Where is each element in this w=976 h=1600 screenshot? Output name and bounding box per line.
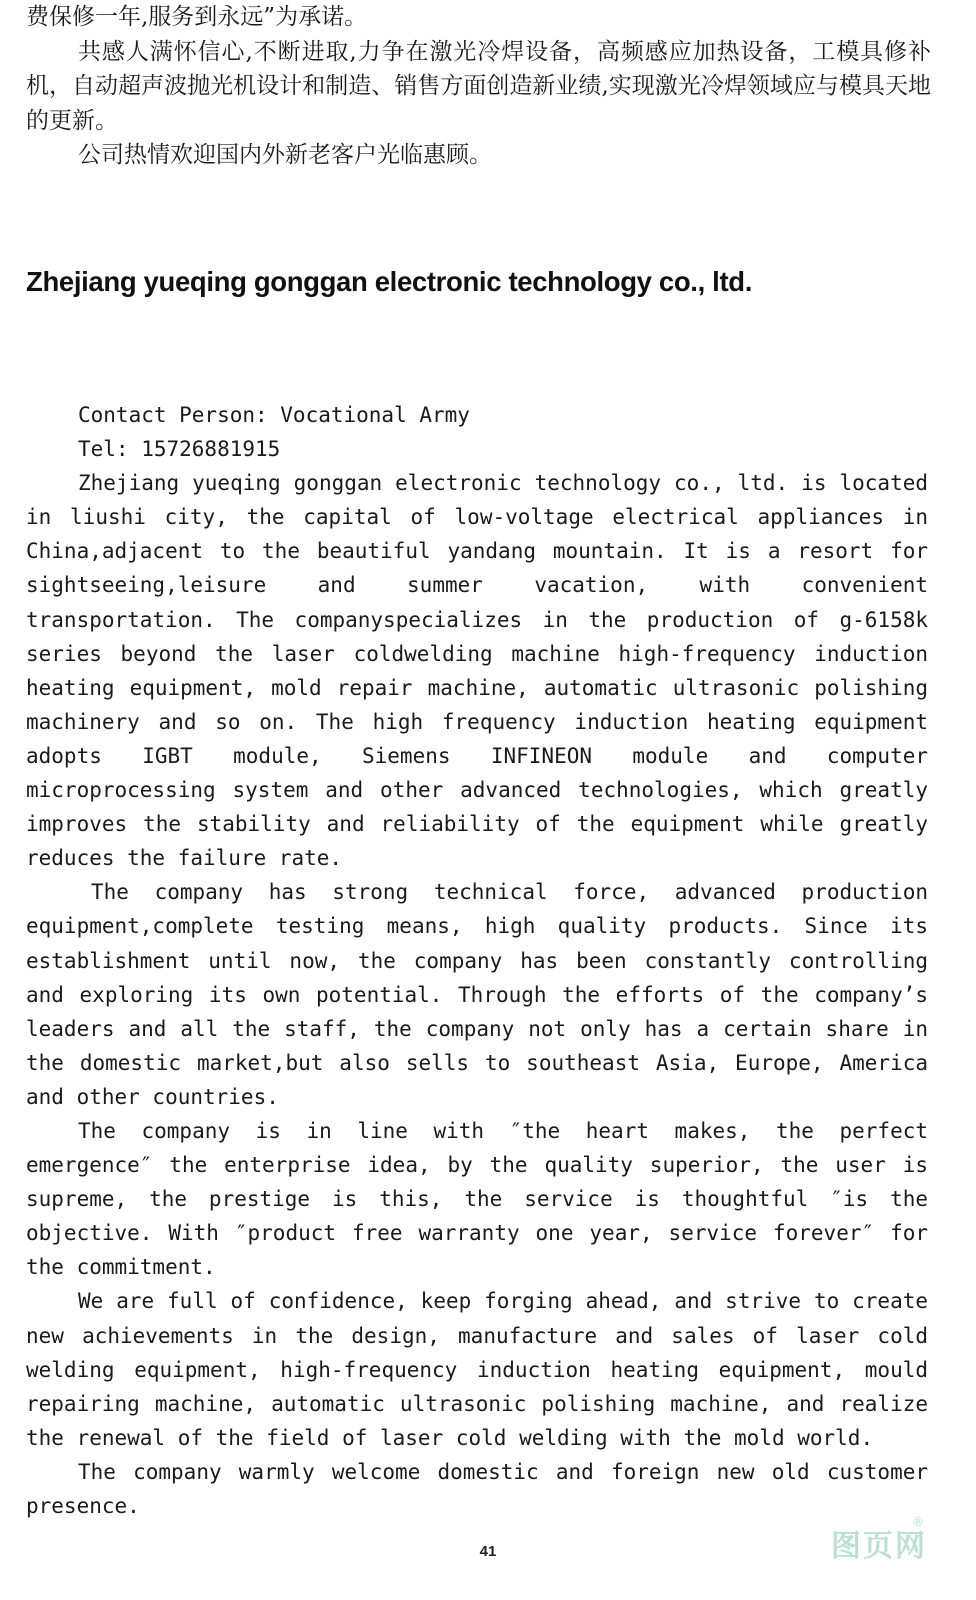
english-paragraph-achievements: We are full of confidence, keep forging ahead, and strive to create new achievements in the design, manufacture and sales of laser cold welding equipment, high-frequency induction heating equipment, mould repairing machine, automatic ultrasonic polishing machine, and realize the renewal of the field of laser cold welding with the mold world. <box>26 1289 928 1450</box>
english-paragraph-technical-force: The company has strong technical force, advanced production equipment,complete testing means, high quality products. Since its establishment until now, the company has been constantly controlling and exploring its own potential. Through the efforts of the company’s leaders and all the staff, the company not only has a certain share in the domestic market,but also sells to southeast Asia, Europe, America and other countries. <box>26 880 928 1109</box>
english-paragraph-enterprise-idea: The company is in line with ″the heart makes, the perfect emergence″ the enterprise idea, by the quality superior, the user is supreme, the prestige is this, the service is thoughtful ″is the objective. With ″product free warranty one year, service forever″ for the commitment. <box>26 1118 928 1280</box>
company-title-heading: Zhejiang yueqing gonggan electronic technology co., ltd. <box>26 266 753 297</box>
chinese-paragraph-confidence: 共感人满怀信心,不断进取,力争在激光冷焊设备，高频感应加热设备，工模具修补机，自动超声波抛光机设计和制造、销售方面创造新业绩,实现激光冷焊领域应与模具天地的更新。 <box>26 38 931 134</box>
english-text-section <box>26 398 928 1523</box>
contact-tel: Tel: 15726881915 <box>78 437 281 462</box>
registered-mark-icon: ® <box>912 1515 924 1529</box>
contact-person: Contact Person: Vocational Army <box>78 403 470 427</box>
english-paragraph-location: Zhejiang yueqing gonggan electronic technology co., ltd. is located in liushi city, the capital of low-voltage electrical appliances in China,adjacent to the beautiful yandang mountain. It is a resort for sightseeing,leisure and summer vacation, with convenient transportation. The companyspecializes in the production of g-6158k series beyond the laser coldwelding machine high-frequency induction heating equipment, mold repair machine, automatic ultrasonic polishing machinery and so on. The high frequency induction heating equipment adopts IGBT module, Siemens INFINEON module and computer microprocessing system and other advanced technologies, which greatly improves the stability and reliability of the equipment while greatly reduces the failure rate. <box>26 471 928 871</box>
watermark-logo <box>831 1515 946 1565</box>
english-paragraph-welcome: The company warmly welcome domestic and foreign new old customer presence. <box>26 1459 928 1518</box>
chinese-text-section <box>26 0 931 173</box>
page-number: 41 <box>479 1543 497 1560</box>
chinese-paragraph-continuation: 费保修一年,服务到永远”为承诺。 <box>26 4 368 30</box>
chinese-paragraph-welcome: 公司热情欢迎国内外新老客户光临惠顾。 <box>78 142 492 168</box>
watermark-text: 图页网 <box>831 1529 927 1564</box>
